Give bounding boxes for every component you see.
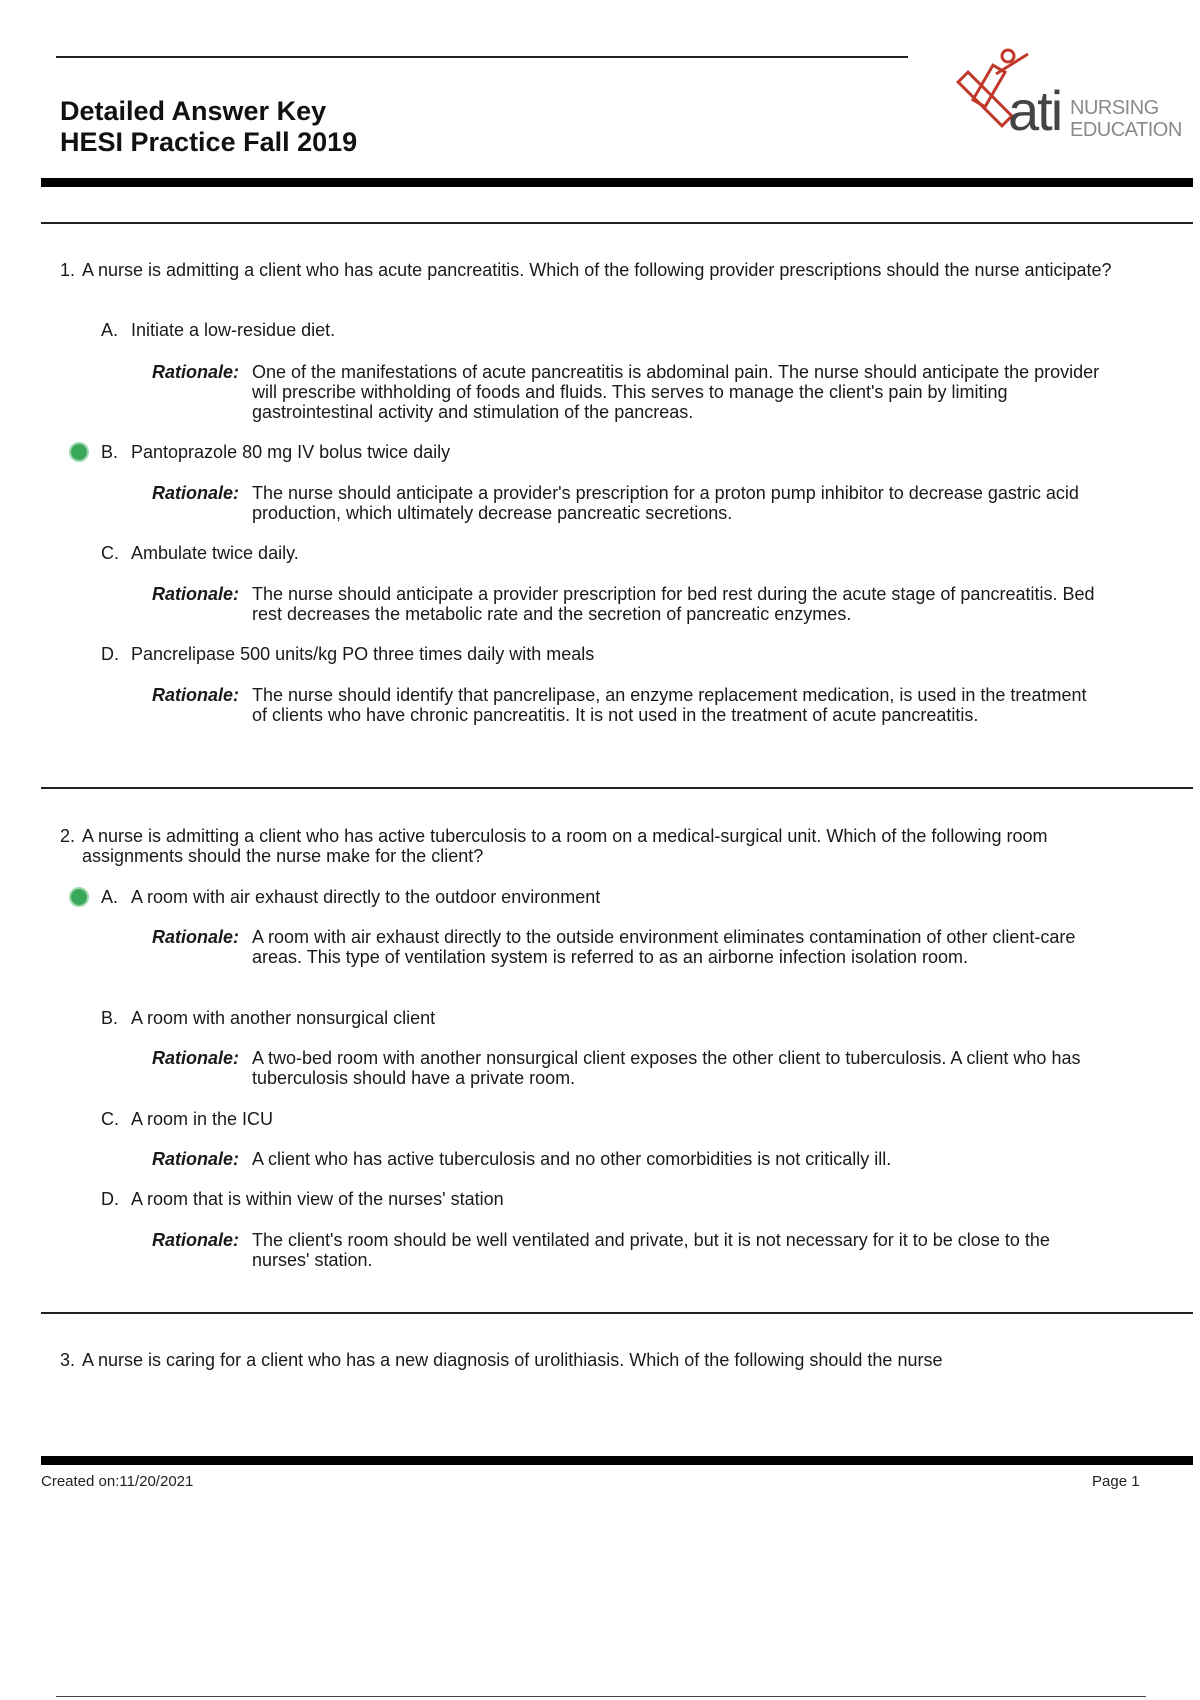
- option-1b: [101, 442, 450, 462]
- option-text: A room with another nonsurgical client: [131, 1008, 436, 1028]
- option-letter: A.: [101, 320, 119, 340]
- top-divider: [56, 56, 908, 58]
- rationale-text: The nurse should anticipate a provider prescription for bed rest during the acute stage of pancreatitis. Bed rest decreases the metabolic rate and the secretion of pancreatic enzymes.: [252, 584, 1095, 624]
- option-2b: [101, 1008, 435, 1028]
- question-3: [60, 1350, 1120, 1370]
- option-1d: [101, 644, 594, 664]
- header-thin-divider: [41, 222, 1193, 224]
- logo-wordmark: ati: [1008, 79, 1062, 142]
- document-title: [60, 96, 357, 158]
- rationale-2b: [152, 1048, 1102, 1088]
- question-1: [60, 260, 1120, 280]
- created-on-date: Created on:11/20/2021: [41, 1473, 194, 1490]
- rationale-text: One of the manifestations of acute pancreatitis is abdominal pain. The nurse should anticipate the provider will prescribe withholding of foods and fluids. This serves to manage the client's pain by limiting gastrointestinal activity and stimulation of the pancreas.: [252, 362, 1100, 422]
- question-stem: A nurse is admitting a client who has acute pancreatitis. Which of the following provider prescriptions should the nurse anticipate?: [82, 260, 1112, 280]
- option-text: A room that is within view of the nurses' station: [131, 1189, 504, 1209]
- rationale-2c: [152, 1149, 1102, 1169]
- rationale-label: Rationale:: [152, 1149, 240, 1169]
- option-text: Pancrelipase 500 units/kg PO three times daily with meals: [131, 644, 595, 664]
- question-number: 3.: [60, 1350, 76, 1370]
- rationale-label: Rationale:: [152, 1230, 240, 1250]
- option-letter: A.: [101, 887, 119, 907]
- option-1a: [101, 320, 335, 340]
- rationale-text: The nurse should identify that pancrelipase, an enzyme replacement medication, is used in the treatment of clients who have chronic pancreatitis. It is not used in the treatment of acute pancreatitis.: [252, 685, 1087, 725]
- logo-subtitle-education: EDUCATION: [1070, 119, 1182, 141]
- question-2: [60, 826, 1120, 866]
- question-stem: A nurse is admitting a client who has active tuberculosis to a room on a medical-surgical unit. Which of the following room assignments should the nurse make for the client?: [82, 826, 1048, 866]
- rationale-2a: [152, 927, 1102, 967]
- option-letter: C.: [101, 543, 119, 563]
- rationale-label: Rationale:: [152, 685, 240, 705]
- rationale-label: Rationale:: [152, 483, 240, 503]
- rationale-label: Rationale:: [152, 927, 240, 947]
- question-number: 2.: [60, 826, 76, 846]
- rationale-label: Rationale:: [152, 1048, 240, 1068]
- question-divider: [41, 1312, 1193, 1314]
- page-number: Page 1: [1092, 1473, 1140, 1490]
- rationale-text: A two-bed room with another nonsurgical client exposes the other client to tuberculosis. A client who has tuberculosis should have a private room.: [252, 1048, 1081, 1088]
- header-thick-divider: [41, 178, 1193, 187]
- option-2d: [101, 1189, 504, 1209]
- correct-answer-marker-icon: [68, 441, 90, 463]
- rationale-text: A client who has active tuberculosis and no other comorbidities is not critically ill.: [252, 1149, 892, 1169]
- rationale-text: The nurse should anticipate a provider's prescription for a proton pump inhibitor to decrease gastric acid production, which ultimately decrease pancreatic secretions.: [252, 483, 1079, 523]
- option-1c: [101, 543, 299, 563]
- option-letter: D.: [101, 644, 119, 664]
- option-letter: C.: [101, 1109, 119, 1129]
- option-text: Initiate a low-residue diet.: [131, 320, 336, 340]
- question-stem: A nurse is caring for a client who has a new diagnosis of urolithiasis. Which of the following should the nurse: [82, 1350, 943, 1370]
- rationale-label: Rationale:: [152, 584, 240, 604]
- option-text: Ambulate twice daily.: [131, 543, 299, 563]
- option-letter: B.: [101, 442, 119, 462]
- title-line-1: Detailed Answer Key: [60, 96, 327, 126]
- option-text: A room in the ICU: [131, 1109, 274, 1129]
- logo-subtitle-nursing: NURSING: [1070, 97, 1159, 119]
- option-letter: B.: [101, 1008, 119, 1028]
- footer-thick-divider: [41, 1456, 1193, 1465]
- question-number: 1.: [60, 260, 76, 280]
- rationale-text: A room with air exhaust directly to the outside environment eliminates contamination of other client-care areas. This type of ventilation system is referred to as an airborne infection isolation room.: [252, 927, 1076, 967]
- option-text: A room with air exhaust directly to the outdoor environment: [131, 887, 601, 907]
- option-2a: [101, 887, 600, 907]
- bottom-divider: [56, 1696, 1146, 1697]
- rationale-1b: [152, 483, 1102, 523]
- rationale-label: Rationale:: [152, 362, 240, 382]
- rationale-text: The client's room should be well ventilated and private, but it is not necessary for it to be close to the nurses' station.: [252, 1230, 1050, 1270]
- question-divider: [41, 787, 1193, 789]
- rationale-1c: [152, 584, 1102, 624]
- correct-answer-marker-icon: [68, 886, 90, 908]
- rationale-2d: [152, 1230, 1102, 1270]
- option-letter: D.: [101, 1189, 119, 1209]
- rationale-1d: [152, 685, 1102, 725]
- option-2c: [101, 1109, 273, 1129]
- title-line-2: HESI Practice Fall 2019: [60, 127, 358, 157]
- option-text: Pantoprazole 80 mg IV bolus twice daily: [131, 442, 451, 462]
- rationale-1a: [152, 362, 1102, 422]
